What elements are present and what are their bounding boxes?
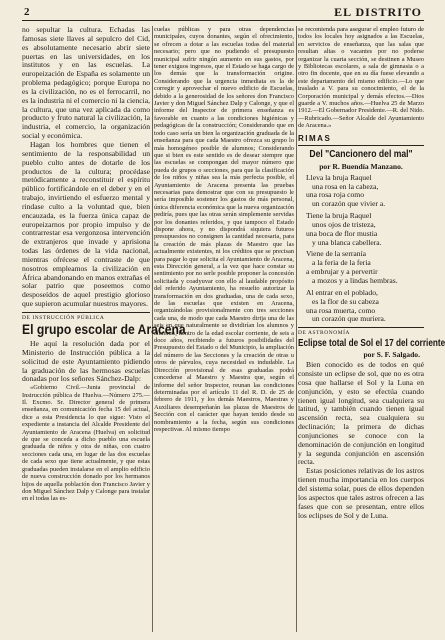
poem-stanza <box>306 212 424 247</box>
poem-line: una boca de flor mustia <box>306 228 378 238</box>
poem-line: un corazón que muriera. <box>312 314 386 324</box>
poem-line: Lleva la bruja Raquel <box>306 172 372 182</box>
poem-line: una rosa roja como <box>306 190 364 200</box>
poem-line: Tiene la bruja Raquel <box>306 211 372 221</box>
poem-author: por R. Buendía Manzano. <box>319 161 403 171</box>
column-2 <box>154 26 294 634</box>
poem-line: a la feria de la feria <box>312 258 371 268</box>
article-author: por S. F. Salgado. <box>363 350 420 360</box>
article-headline: Eclipse total de Sol el 17 del corriente <box>298 338 445 350</box>
divider <box>298 145 424 146</box>
decree-text: «Gobierno Civil.—Junta provincial de Instrucción pública de Huelva.—Número 275.—Il. Excmo. Sr. Director general de primera enseñanza, en comunicación fecha 15 del actual, dice a esta Presidencia lo que sigue: Visto el expediente a instancia del Alcalde Presidente del Ayuntamiento de Aracena (Huelva) en solicitud de que se conceda a dicho pueblo una escuela graduada de niños y otra de niñas, con cuatro secciones cada una, en lugar de las dos escuelas de cada sexo que tiene actualmente, y que estas graduadas pueden instalarse en el amplio edificio de nueva construcción donado por los hermanos hijos de aquella población don Francisco Javier y don Miguel Sánchez Dalp y Calonge para instalar en el todas las es- <box>22 384 150 503</box>
column-1 <box>22 25 186 634</box>
article-headline: El grupo escolar de Aracena <box>22 322 186 337</box>
column-3 <box>298 26 445 634</box>
poem-line: y una blanca cabellera. <box>312 237 382 247</box>
poem-stanza <box>306 289 424 324</box>
article-text: Bien conocido es de todos en qué consiste un eclipse de sol, que no es otra cosa que hallarse el Sol y la Luna en conjunción, y esto se efectúa cuando tienen igual longitud, sea cualquiera su latitud, y también cuando tienen igual ascensión recta, sea cualquiera su declinación; la primera de dichas conjunciones se conoce con la denominación de conjunción en longitud y la segunda conjunción en ascensión recta. <box>298 360 424 467</box>
poem-line: una rosa muerta, como <box>306 305 376 315</box>
poem-line: a mozos y a lindas hembras. <box>312 275 398 285</box>
column-divider <box>296 26 297 632</box>
article-text: Hagan los hombres que tienen el sentimiento de la responsabilidad un pueblo culto antes de dotarle de los productos de la cultura; procédase metódicamente a reconstituir el espíritu público fortificándole en el deber y en el trabajo, invirtiendo el esfuerzo mental y rindase culto a la voluntad que, bien encauzada, es la fuerza única capaz de europeizarnos por propio impulso y de contrarrestar esa vergonzosa intervención de extranjeros que invade y aprisiona todas las órdenes de la vida nacional, mientras ofrécese el contraste de que nosotros empleamos la civilización en África abandonando en manos extrañas el solar patrio que poseemos como desposeídos de aquel prestigio glorioso que supieron acumular nuestros mayores. <box>22 139 150 309</box>
poem-line: una rosa en la cabeza, <box>312 181 379 191</box>
poem-line: a embrujar y a pervertir <box>306 267 378 277</box>
article-text: no sepultar la cultura. Echadas las famosas siete llaves al sepulcro del Cid, es absolutamente necesario abrir siete puertas en las universidades, en los institutos y en las escuelas. La europeización de España es solamente un problema pedagógico; porque Europa no es la civilización, no es el ferrocarril, no es la industria ni el comercio ni la ciencia, la cultura, que una vez aplicada da como producto y fruto natural la civilización, la industria, el comercio, la organización social y económica. <box>22 25 150 141</box>
poem-line: un corazón que vivier a. <box>312 199 386 209</box>
poem-title: Del "Cancionero del mal" <box>309 148 413 160</box>
page-number: 2 <box>24 6 30 18</box>
poem-line: es la flor de su cabeza <box>312 296 379 306</box>
page-header <box>22 6 424 21</box>
decree-text-end: se recomienda para asegurar el empleo futuro de todos los locales hoy asignados a las Escuelas, en servicios de enseñanza, que las salas que resultan altas o vacantes por no poderse organizar la cuarta sección, se destinen a Museo y Bibliotecas escolares, a sala de gimnasia o a otro fin docente, que en su día fuese elevando a este departamento del mismo edificio.—Lo que traslado a V. para su conocimiento, el de la Corporación municipal y demás efectos.—Dios guarde a V. muchos años.—Huelva 25 de Marzo 1912.—El Gobernador Presidente.—R. del Nido.—Rubricado.—Señor Alcalde del Ayuntamiento de Aracena.» <box>298 26 425 130</box>
article-text: Estas posiciones relativas de los astros tienen mucha importancia en los cuerpos del sistema solar, pues de ellos dependen los aspectos que tales astros ofrecen a las fases que con se presentan, entre ellos los eclipses de Sol y de Luna. <box>298 466 424 520</box>
article-lead: He aquí la resolución dada por el Ministerio de Instrucción pública a la solicitud de este Ayuntamiento pidiendo la graduación de las hermosas escuelas donadas por los señores Sánchez-Dalp: <box>22 339 150 384</box>
section-label: DE ASTRONOMÍA <box>298 327 424 336</box>
poem-line: Viene de la serranía <box>306 249 367 259</box>
decree-text-continued: cuelas públicas y para otras dependencias municipales, cuyos donantes, según el ofrecimiento, se ofrecen a dotar a las escuelas todas del material necesario; pero que no pudiendo el presupuesto municipal sufrir ningún aumento en sus gastos, por tener exiguos ingresos, que el Estado se haga cargo de los demás que la transformación origine. Considerando que la urgencia inmediata es la de corregir y aprovechar el nuevo edificio de Escuelas, debido a la generosidad de los señores don Francisco Javier y don Miguel Sánchez Dalp y Calonge, y que el informe del Inspector de primera enseñanza es favorable en cuanto a las condiciones higiénicas y pedagógicas de la construcción; Considerando que en todo caso sería un bien la organización graduada de la enseñanza para que cada Maestro ofrezca su grupo lo más homogéneo posible de alumnos; Considerando que si bien es este sentido es de desear siempre que las escuelas se compongan del mayor número que pueda de grupos o secciones, para que la clasificación de los niños y niñas sea la más perfecta posible, el Ayuntamiento de Aracena presenta las pruebas necesarias para demostrar que con su presupuesto le sería imposible sostener los gastos de más personal, única diferencia económica que la nueva organización pediría, pues que las otras serán simplemente servidas por los donantes referidos, y que tampoco el Estado dispone ahora, y no dispondrá siquiera futuros presupuestos no consignen la cantidad necesaria, para la creación de más plazas de Maestro que las actualmente existentes, ni los créditos que se precisan para pagar lo que solicita el Ayuntamiento de Aracena, esta Dirección general, a la vez que hace constar su sentimiento por no serle posible proponer la concesión solicitada y coadyuvar con ello al laudable propósito del referido Ayuntamiento, ha resuelto autorizar la transformación en dos graduadas, una de cada sexo, de las escuelas que existen en Aracena, organizándolas provisionalmente con tres secciones cada una, de modo que cada Maestro dirija una de las seis en que naturalmente se dividirían los alumnos y alumnas, dentro de la edad escolar corriente, de seis a doce años, recibiendo a futuros posibilidades del Presupuesto del Estado o del Municipio, la ampliación del número de las Secciones y la creación de otras u otros de párvulos, cuya necesidad es indudable. La Dirección provisional de esas graduadas podrá concederse al Maestro y Maestra que, según el informe del señor Inspector, reunan las condiciones determinadas por el artículo 11 del R. D. de 25 de febrero de 1911, y los demás Maestros, Maestras y Auxiliares desempeñarán las plazas de Maestros de Sección con el carácter que hayan tenido desde su nombramiento a la fecha, según sus condiciones respectivas. Al mismo tiempo <box>154 26 294 433</box>
poem-stanza <box>306 174 424 209</box>
section-label: DE INSTRUCCIÓN PÚBLICA <box>22 312 150 321</box>
newspaper-title: EL DISTRITO <box>334 5 422 19</box>
rimas-section-label: RIMAS <box>298 133 332 143</box>
poem-line: unos ojos de tristeza, <box>312 219 376 229</box>
poem-stanza <box>306 250 424 285</box>
poem-line: Al entrar en el poblado, <box>306 287 378 297</box>
